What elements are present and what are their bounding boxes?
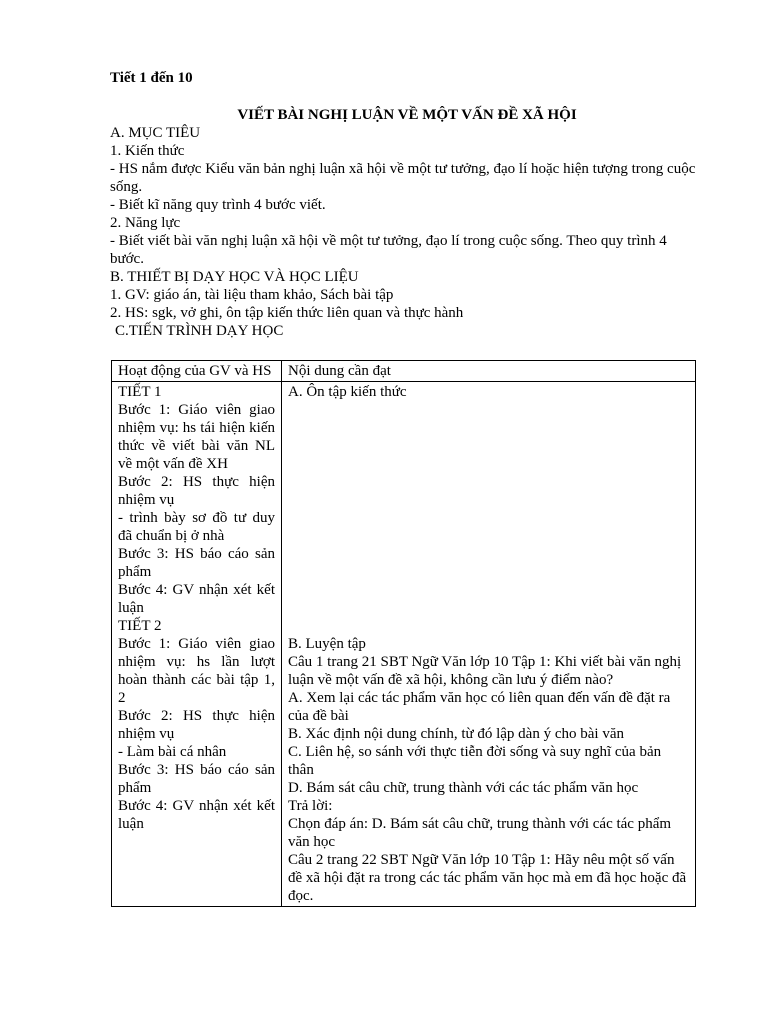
tiet-1-step-1: Bước 1: Giáo viên giao nhiệm vụ: hs tái hiện kiến thức về viết bài văn NL về một vấn đề XH bbox=[118, 402, 275, 472]
tiet-2-step-4: Bước 4: GV nhận xét kết luận bbox=[118, 798, 275, 832]
document-title: VIẾT BÀI NGHỊ LUẬN VỀ MỘT VẤN ĐỀ XÃ HỘI bbox=[237, 107, 577, 123]
option-b: B. Xác định nội dung chính, từ đó lập dàn ý cho bài văn bbox=[288, 726, 624, 742]
answer-text: Chọn đáp án: D. Bám sát câu chữ, trung thành với các tác phẩm văn học bbox=[288, 816, 672, 850]
review-heading: A. Ôn tập kiến thức bbox=[288, 384, 407, 400]
answer-label: Trả lời: bbox=[288, 798, 333, 814]
option-c: C. Liên hệ, so sánh với thực tiễn đời sống và suy nghĩ của bản thân bbox=[288, 744, 662, 778]
ability-item: - Biết viết bài văn nghị luận xã hội về một tư tưởng, đạo lí trong cuộc sống. Theo quy trình 4 bước. bbox=[110, 233, 667, 267]
student-materials: 2. HS: sgk, vở ghi, ôn tập kiến thức liên quan và thực hành bbox=[110, 305, 464, 321]
tiet-2-step-2-detail: - Làm bài cá nhân bbox=[118, 744, 227, 760]
tiet-2-step-1: Bước 1: Giáo viên giao nhiệm vụ: hs lần lượt hoàn thành các bài tập 1, 2 bbox=[118, 636, 275, 706]
tiet-1-step-3: Bước 3: HS báo cáo sản phẩm bbox=[118, 546, 275, 580]
knowledge-item-2: - Biết kĩ năng quy trình 4 bước viết. bbox=[110, 197, 326, 213]
period-heading: Tiết 1 đến 10 bbox=[110, 70, 193, 86]
tiet-1-step-2: Bước 2: HS thực hiện nhiệm vụ bbox=[118, 474, 275, 508]
question-1: Câu 1 trang 21 SBT Ngữ Văn lớp 10 Tập 1: Khi viết bài văn nghị luận về một vấn đề xã hội, không cần lưu ý điểm nào? bbox=[288, 654, 682, 688]
tiet-2-label: TIẾT 2 bbox=[118, 618, 162, 634]
teacher-materials: 1. GV: giáo án, tài liệu tham khảo, Sách bài tập bbox=[110, 287, 394, 303]
section-b-heading: B. THIẾT BỊ DẠY HỌC VÀ HỌC LIỆU bbox=[110, 269, 359, 285]
tiet-1-step-4: Bước 4: GV nhận xét kết luận bbox=[118, 582, 275, 616]
section-a-heading: A. MỤC TIÊU bbox=[110, 125, 201, 141]
header-content: Nội dung cần đạt bbox=[282, 361, 696, 382]
practice-heading: B. Luyện tập bbox=[288, 636, 366, 652]
objectives-section bbox=[110, 124, 702, 340]
table-header-row bbox=[112, 361, 696, 382]
option-d: D. Bám sát câu chữ, trung thành với các tác phẩm văn học bbox=[288, 780, 639, 796]
header-activities: Hoạt động của GV và HS bbox=[112, 361, 282, 382]
activities-cell bbox=[112, 382, 282, 907]
question-2: Câu 2 trang 22 SBT Ngữ Văn lớp 10 Tập 1: Hãy nêu một số vấn đề xã hội đặt ra trong các tác phẩm văn học mà em đã học hoặc đã đọc. bbox=[288, 852, 687, 904]
knowledge-item-1: - HS nắm được Kiểu văn bản nghị luận xã hội về một tư tưởng, đạo lí hoặc hiện tượng trong cuộc sống. bbox=[110, 161, 696, 195]
tiet-1-label: TIẾT 1 bbox=[118, 384, 162, 400]
content-spacer bbox=[288, 401, 689, 635]
section-c-heading: C.TIẾN TRÌNH DẠY HỌC bbox=[115, 323, 284, 339]
knowledge-heading: 1. Kiến thức bbox=[110, 143, 185, 159]
tiet-1-step-2-detail: - trình bày sơ đồ tư duy đã chuẩn bị ở nhà bbox=[118, 510, 275, 544]
content-cell bbox=[282, 382, 696, 907]
tiet-2-step-2: Bước 2: HS thực hiện nhiệm vụ bbox=[118, 708, 275, 742]
table-row bbox=[112, 382, 696, 907]
lesson-table bbox=[111, 360, 696, 907]
tiet-2-step-3: Bước 3: HS báo cáo sản phẩm bbox=[118, 762, 275, 796]
option-a: A. Xem lại các tác phẩm văn học có liên quan đến vấn đề đặt ra của đề bài bbox=[288, 690, 671, 724]
ability-heading: 2. Năng lực bbox=[110, 215, 181, 231]
